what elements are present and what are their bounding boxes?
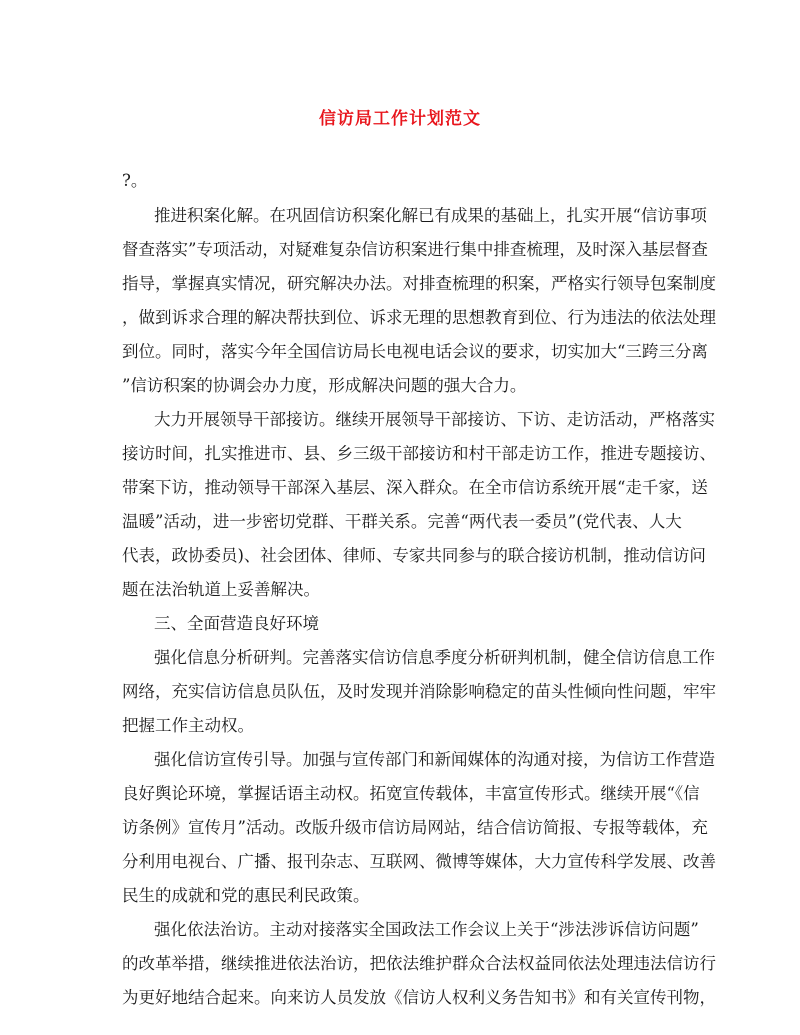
text-line: 接访时间，扎实推进市、县、乡三级干部接访和村干部走访工作，推进专题接访、 <box>122 444 716 463</box>
text-line: 民生的成就和党的惠民利民政策。 <box>122 886 370 905</box>
document-title: 信访局工作计划范文 <box>319 109 481 129</box>
text-line: 的改革举措，继续推进依法治访，把依法维护群众合法权益同依法处理违法信访行 <box>122 954 716 973</box>
text-line: 温暖”活动，进一步密切党群、干群关系。完善“两代表一委员”(党代表、人大 <box>122 512 682 531</box>
text-line: 带案下访，推动领导干部深入基层、深入群众。在全市信访系统开展“走千家，送 <box>122 478 708 497</box>
text-line: 网络，充实信访信息员队伍，及时发现并消除影响稳定的苗头性倾向性问题，牢牢 <box>122 682 716 701</box>
text-line: 良好舆论环境，掌握话语主动权。拓宽宣传载体，丰富宣传形式。继续开展“《信 <box>122 784 700 803</box>
paragraph-first-line: 大力开展领导干部接访。继续开展领导干部接访、下访、走访活动，严格落实 <box>154 410 715 429</box>
section-heading: 三、全面营造良好环境 <box>154 614 319 633</box>
paragraph-first-line: 强化依法治访。主动对接落实全国政法工作会议上关于“涉法涉诉信访问题” <box>154 920 699 939</box>
text-line: 到位。同时，落实今年全国信访局长电视电话会议的要求，切实加大“三跨三分离 <box>122 342 708 361</box>
text-line: ，做到诉求合理的解决帮扶到位、诉求无理的思想教育到位、行为违法的依法处理 <box>122 308 716 327</box>
text-line: ”信访积案的协调会办力度，形成解决问题的强大合力。 <box>122 376 527 395</box>
text-line: 督查落实”专项活动，对疑难复杂信访积案进行集中排查梳理，及时深入基层督查 <box>122 240 708 259</box>
paragraph-first-line: 强化信息分析研判。完善落实信访信息季度分析研判机制，健全信访信息工作 <box>154 648 715 667</box>
paragraph-first-line: 强化信访宣传引导。加强与宣传部门和新闻媒体的沟通对接，为信访工作营造 <box>154 750 715 769</box>
text-line: 代表，政协委员)、社会团体、律师、专家共同参与的联合接访机制，推动信访问 <box>122 546 706 565</box>
text-line: 题在法治轨道上妥善解决。 <box>122 580 320 599</box>
paragraph-first-line: 推进积案化解。在巩固信访积案化解已有成果的基础上，扎实开展“信访事项 <box>154 206 707 225</box>
text-line: 把握工作主动权。 <box>122 716 254 735</box>
text-line: 指导，掌握真实情况，研究解决办法。对排查梳理的积案，严格实行领导包案制度 <box>122 274 716 293</box>
text-line: 分利用电视台、广播、报刊杂志、互联网、微博等媒体，大力宣传科学发展、改善 <box>122 852 716 871</box>
text-line: ?。 <box>122 171 148 190</box>
text-line: 为更好地结合起来。向来访人员发放《信访人权利义务告知书》和有关宣传刊物， <box>122 988 716 1007</box>
text-line: 访条例》宣传月”活动。改版升级市信访局网站，结合信访简报、专报等载体，充 <box>122 818 708 837</box>
